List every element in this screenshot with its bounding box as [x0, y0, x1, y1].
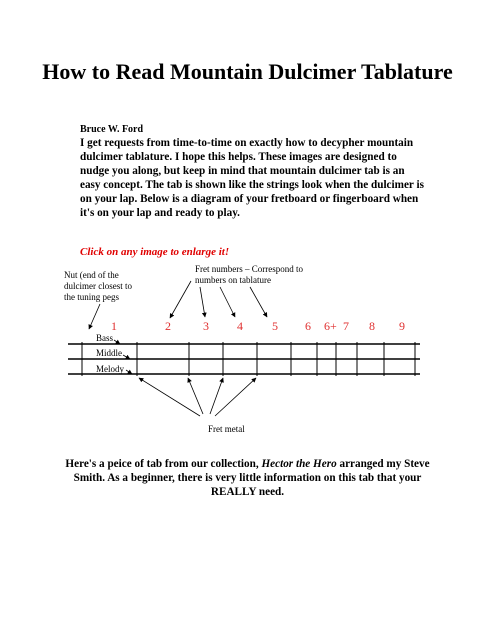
fret-number-arrow — [250, 287, 267, 317]
fret-number-row — [111, 319, 405, 333]
fret-numbers-label-line: numbers on tablature — [195, 275, 271, 285]
fretboard-diagram[interactable] — [60, 258, 430, 438]
fret-number: 8 — [369, 319, 375, 333]
author-name: Bruce W. Ford — [80, 124, 144, 135]
outro-paragraph — [60, 457, 435, 499]
fret-metal-arrow — [210, 378, 223, 414]
nut-arrow — [89, 304, 100, 329]
fret-number: 3 — [203, 319, 209, 333]
intro-paragraph: I get requests from time-to-time on exactly how to decypher mountain dulcimer tablature. I hope this helps. These images are designed to nudge you along, but keep in mind that mountain dulcimer tab is an easy concept. The tab is shown like the strings look when the dulcimer is on your lap. Below is a diagram of your fretboard or fingerboard when it's on your lap and ready to play. — [80, 137, 424, 219]
fret-numbers-label-line: Fret numbers – Correspond to — [195, 264, 303, 274]
fret-number-arrow — [200, 287, 205, 317]
nut-label-line: dulcimer closest to — [64, 281, 132, 291]
fret-number: 7 — [343, 319, 349, 333]
fret-metal-arrow — [139, 378, 200, 416]
fret-number: 6+ — [324, 319, 337, 333]
nut-label-line: the tuning pegs — [64, 292, 119, 302]
string-label-bass: Bass — [96, 333, 114, 343]
outro-text: arranged my Steve Smith. As a beginner, there is very little information on this tab that your REALLY need. — [73, 458, 430, 498]
song-title: Hector the Hero — [261, 458, 337, 470]
nut-label — [64, 270, 134, 302]
fret-number: 4 — [237, 319, 243, 333]
fret-number-arrow — [170, 281, 191, 318]
outro-text: Here's a peice of tab from our collection, — [65, 458, 262, 470]
fret-metal-arrow — [188, 378, 203, 414]
fret-number-arrow — [220, 287, 235, 317]
enlarge-note: Click on any image to enlarge it! — [80, 246, 230, 258]
nut-label-line: Nut (end of the — [64, 270, 119, 280]
fret-number: 2 — [165, 319, 171, 333]
fret-number: 9 — [399, 319, 405, 333]
fret-number: 6 — [305, 319, 311, 333]
page-title: How to Read Mountain Dulcimer Tablature — [42, 59, 453, 84]
fret-number: 5 — [272, 319, 278, 333]
string-label-middle: Middle — [96, 348, 122, 358]
fret-numbers-label — [195, 264, 305, 285]
fret-number: 1 — [111, 319, 117, 333]
string-label-melody: Melody — [96, 364, 124, 374]
fret-metal-label: Fret metal — [208, 424, 245, 434]
